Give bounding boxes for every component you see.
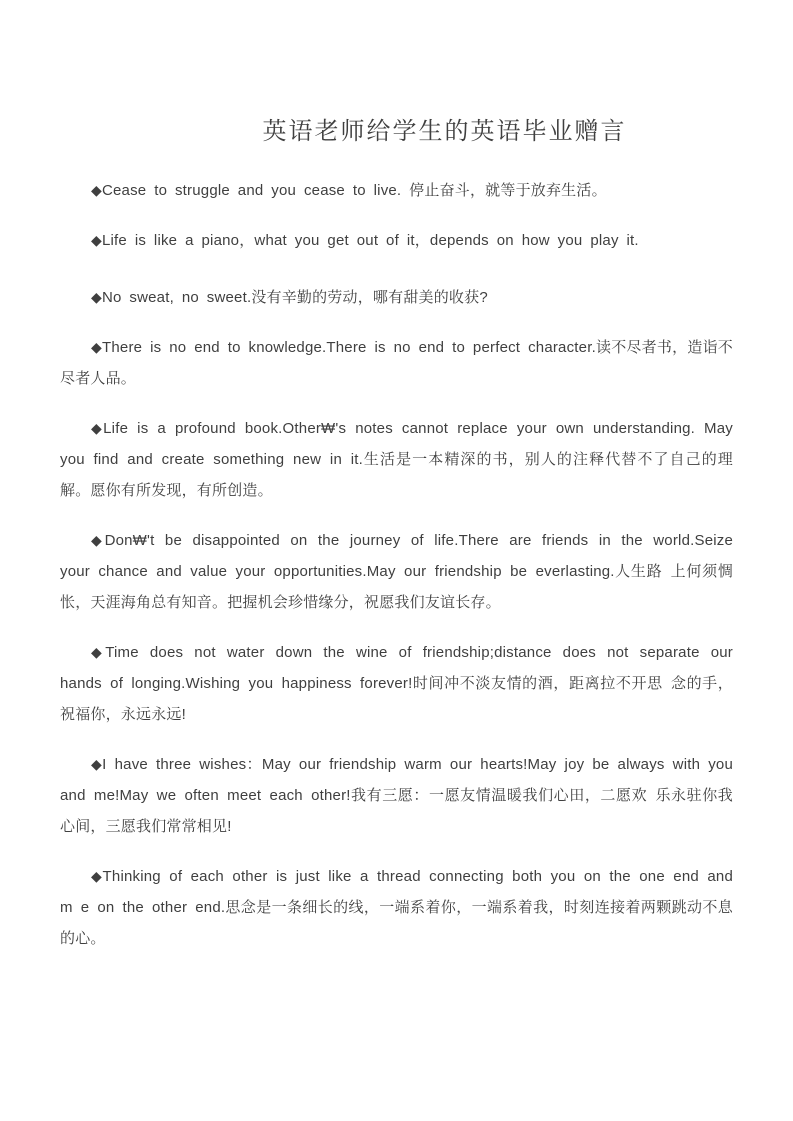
paragraph-text: No sweat, no sweet.没有辛勤的劳动，哪有甜美的收获? — [101, 289, 488, 306]
diamond-bullet-icon: ◆ — [91, 339, 102, 355]
paragraph-text: Time does not water down the wine of friendship;distance does not separate our hands of longing.Wishing you happiness forever!时间冲不淡友情的酒，距离拉不开思 念的手，祝福你，永远永远! — [60, 644, 733, 723]
paragraph-text: Life is a profound book.Other₩'s notes cannot replace your own understanding. May you find and create something new in it.生活是一本精深的书，别人的注释代替不了自己的理解。愿你有所发现，有所创造。 — [60, 420, 733, 499]
paragraph — [60, 861, 733, 954]
diamond-bullet-icon: ◆ — [91, 420, 104, 436]
paragraph-text: There is no end to knowledge.There is no end to perfect character.读不尽者书，造诣不尽者人品。 — [60, 339, 733, 387]
paragraph-text: Thinking of each other is just like a thread connecting both you on the one end and m e on the other end.思念是一条细长的线，一端系着你，一端系着我，时刻连接着两颗跳动不息的心。 — [60, 868, 734, 947]
diamond-bullet-icon: ◆ — [91, 532, 105, 548]
paragraph — [60, 413, 733, 506]
paragraph-text: Life is like a piano，what you get out of it，depends on how you play it. — [101, 232, 639, 249]
paragraph-text: I have three wishes：May our friendship warm our hearts!May joy be always with you and me!May we often meet each other!我有三愿：一愿友情温暖我们心田，二愿欢 乐永驻你我心间，三愿我们常常相见! — [60, 756, 733, 835]
diamond-bullet-icon: ◆ — [91, 868, 103, 884]
diamond-bullet-icon: ◆ — [91, 644, 106, 660]
diamond-bullet-icon: ◆ — [91, 182, 102, 198]
document-title: 英语老师给学生的英语毕业赠言 — [262, 118, 627, 145]
paragraph — [60, 282, 733, 313]
paragraph — [60, 225, 733, 256]
diamond-bullet-icon: ◆ — [91, 756, 103, 772]
paragraph — [60, 525, 733, 618]
paragraph — [60, 749, 733, 842]
paragraph — [60, 637, 733, 730]
paragraph — [60, 175, 733, 206]
diamond-bullet-icon: ◆ — [91, 289, 102, 305]
paragraph-text: Cease to struggle and you cease to live. 停止奋斗，就等于放弃生活。 — [101, 182, 607, 199]
paragraph — [60, 332, 733, 394]
paragraph-text: Don₩'t be disappointed on the journey of life.There are friends in the world.Seize your chance and value your opportunities.May our friendship be everlasting.人生路 上何须惆怅，天涯海角总有知音。把握机会珍惜缘分，祝愿我们友谊长存。 — [60, 532, 734, 611]
diamond-bullet-icon: ◆ — [91, 232, 102, 248]
